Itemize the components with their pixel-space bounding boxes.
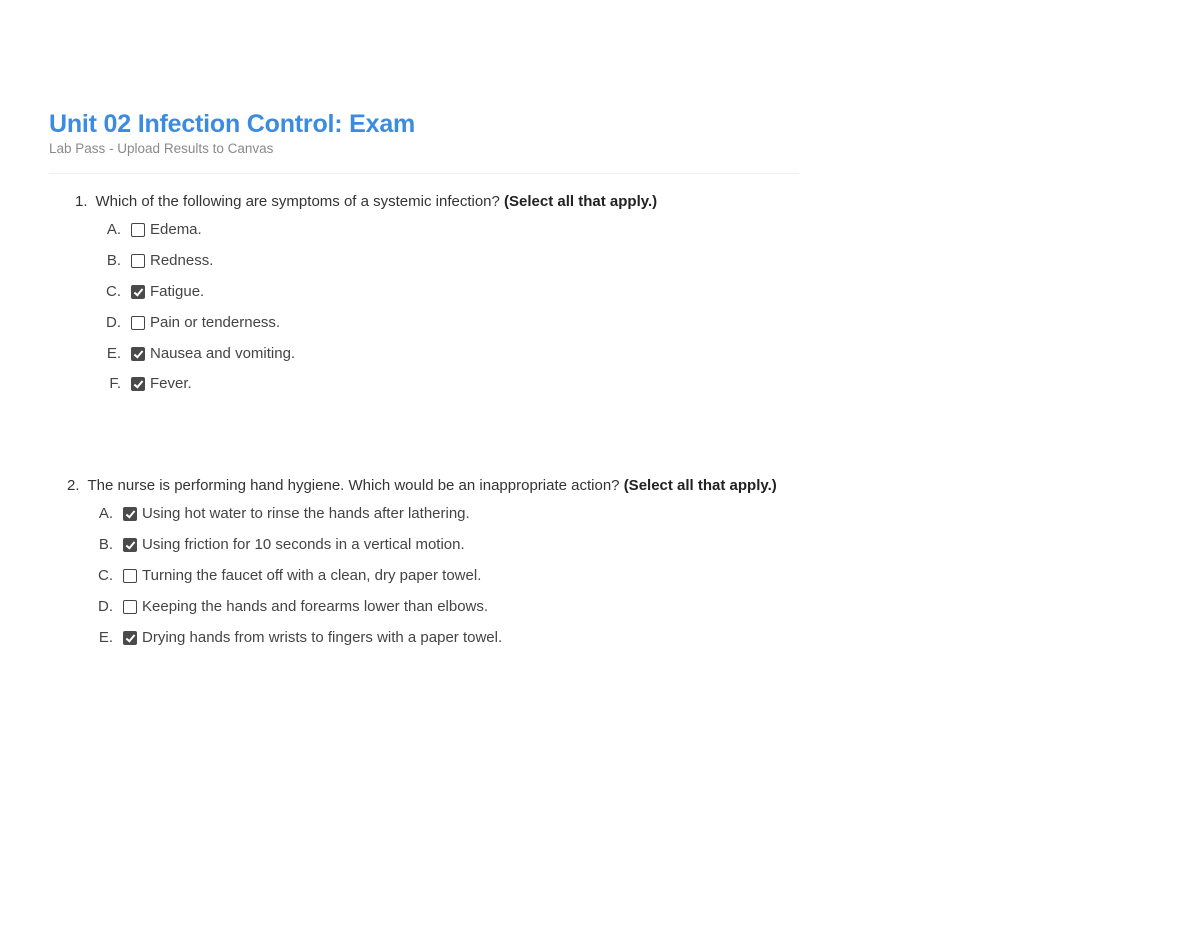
option-row[interactable] xyxy=(95,307,657,338)
option-row[interactable] xyxy=(95,246,657,277)
option-label: Edema. xyxy=(150,221,202,239)
option-row[interactable] xyxy=(95,338,657,369)
option-label: Nausea and vomiting. xyxy=(150,344,296,362)
option-label: Fever. xyxy=(150,375,192,393)
option-row[interactable] xyxy=(87,499,777,530)
option-label: Using friction for 10 seconds in a vertical motion. xyxy=(142,536,465,554)
question-text: The nurse is performing hand hygiene. Which would be an inappropriate action? xyxy=(87,477,620,494)
question-1 xyxy=(75,192,657,400)
page-title: Unit 02 Infection Control: Exam xyxy=(49,110,416,138)
option-letter: A. xyxy=(106,221,121,239)
option-label: Fatigue. xyxy=(150,282,205,300)
option-letter: D. xyxy=(98,597,113,615)
page-subtitle: Lab Pass - Upload Results to Canvas xyxy=(49,141,274,156)
question-2 xyxy=(67,476,777,653)
option-row[interactable] xyxy=(87,622,777,653)
question-1-options xyxy=(95,215,657,400)
option-label: Using hot water to rinse the hands after lathering. xyxy=(142,505,470,523)
option-label: Pain or tenderness. xyxy=(150,313,281,331)
checked-checkbox-icon[interactable] xyxy=(123,631,137,645)
select-all-instruction: (Select all that apply.) xyxy=(504,193,658,210)
checked-checkbox-icon[interactable] xyxy=(131,347,145,361)
option-label: Turning the faucet off with a clean, dry paper towel. xyxy=(142,566,482,584)
unchecked-checkbox-icon[interactable] xyxy=(123,600,137,614)
option-letter: A. xyxy=(98,505,113,523)
option-letter: C. xyxy=(98,566,113,584)
option-row[interactable] xyxy=(95,215,657,246)
question-1-prompt xyxy=(75,192,657,212)
option-row[interactable] xyxy=(87,561,777,592)
option-row[interactable] xyxy=(95,277,657,308)
option-letter: E. xyxy=(98,628,113,646)
question-2-prompt xyxy=(67,476,777,496)
unchecked-checkbox-icon[interactable] xyxy=(123,569,137,583)
option-letter: C. xyxy=(106,282,121,300)
option-row[interactable] xyxy=(95,369,657,400)
unchecked-checkbox-icon[interactable] xyxy=(131,223,145,237)
option-row[interactable] xyxy=(87,530,777,561)
option-letter: B. xyxy=(106,252,121,270)
question-2-options xyxy=(87,499,777,653)
question-number: 2. xyxy=(67,477,80,494)
checked-checkbox-icon[interactable] xyxy=(123,538,137,552)
option-label: Redness. xyxy=(150,252,214,270)
header-divider xyxy=(49,173,799,174)
option-label: Keeping the hands and forearms lower than elbows. xyxy=(142,597,489,615)
exam-header xyxy=(49,109,799,158)
question-number: 1. xyxy=(75,193,88,210)
option-letter: F. xyxy=(109,375,121,393)
option-letter: B. xyxy=(98,536,113,554)
checked-checkbox-icon[interactable] xyxy=(131,285,145,299)
select-all-instruction: (Select all that apply.) xyxy=(623,477,777,494)
unchecked-checkbox-icon[interactable] xyxy=(131,254,145,268)
option-letter: E. xyxy=(106,344,121,362)
checked-checkbox-icon[interactable] xyxy=(123,507,137,521)
option-letter: D. xyxy=(106,313,121,331)
unchecked-checkbox-icon[interactable] xyxy=(131,316,145,330)
option-label: Drying hands from wrists to fingers with a paper towel. xyxy=(142,628,503,646)
option-row[interactable] xyxy=(87,591,777,622)
question-text: Which of the following are symptoms of a systemic infection? xyxy=(95,193,500,210)
checked-checkbox-icon[interactable] xyxy=(131,377,145,391)
